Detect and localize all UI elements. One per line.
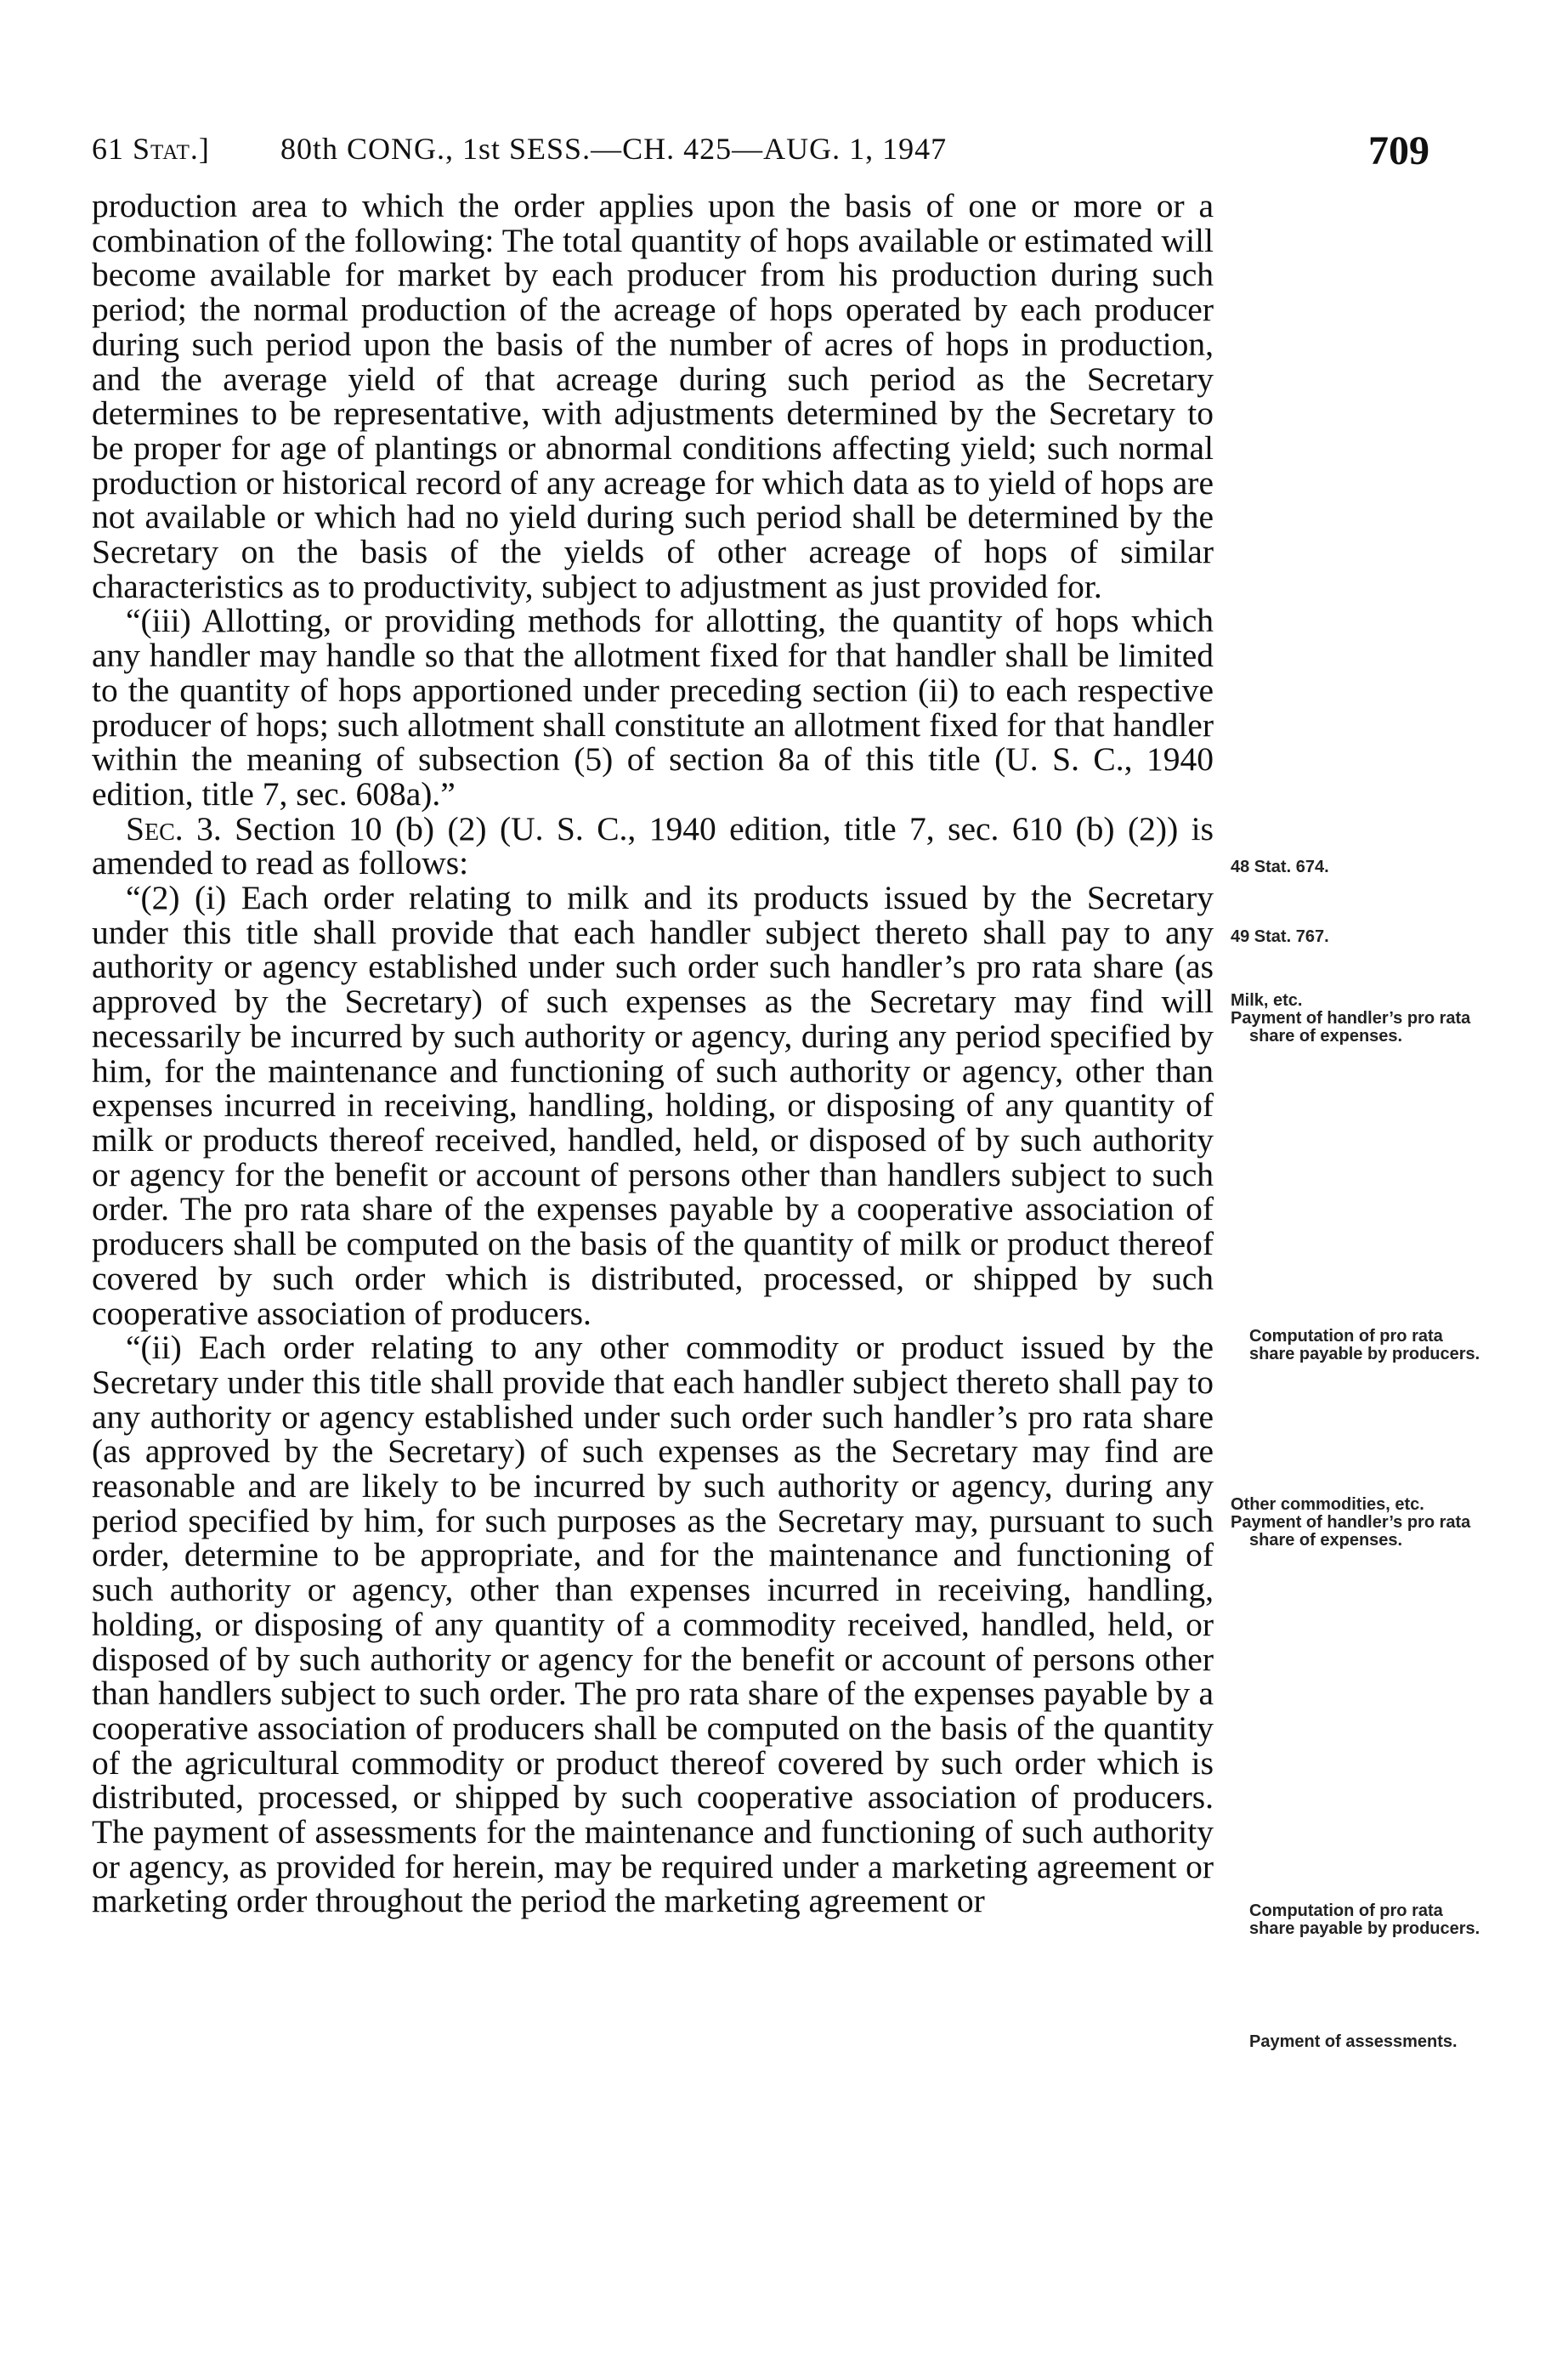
margin-note-other-detail: Payment of handler’s pro rata share of expenses. xyxy=(1231,1513,1471,1550)
volume-citation: 61 Stat.] xyxy=(92,132,210,166)
paragraph-hops-production: production area to which the order applies upon the basis of one or more or a combination of the following: The total quantity of hops available or estimated will become available for market by each producer from his production during such period; the normal production of the acreage of hops operated by each producer during such period upon the basis of the number of acres of hops in production, and the average yield of that acreage during such period as the Secretary determines to be representative, with adjustments determined by the Secretary to be proper for age of plantings or abnormal conditions affecting yield; such normal production or historical record of any acreage for which data as to yield of hops are not available or which had no yield during such period shall be determined by the Secretary on the basis of the yields of other acreage of hops of similar characteristics as to productivity, subject to adjustment as just provided for. xyxy=(92,187,1214,605)
running-head xyxy=(0,128,1568,179)
margin-note-milk xyxy=(1231,992,1486,1046)
margin-note-assessments-text: Payment of assessments. xyxy=(1249,2032,1458,2051)
margin-note-computation-milk-text: Computation of pro rata share payable by producers. xyxy=(1249,1327,1480,1363)
section-label: Sec. xyxy=(126,809,184,847)
paragraph-milk-orders: “(2) (i) Each order relating to milk and its products issued by the Secretary under this title shall provide that each handler subject thereto shall pay to any authority or agency established under such order such handler’s pro rata share (as approved by the Secretary) of such expenses as the Secretary may find will necessarily be incurred by such authority or agency, during any period specified by him, for the maintenance and functioning of such authority or agency, other than expenses incurred in receiving, handling, holding, or disposing of any quantity of milk or products thereof received, handled, held, or disposed of by such authority or agency for the benefit or account of persons other than handlers subject to such order. The pro rata share of the expenses payable by a cooperative association of producers shall be computed on the basis of the quantity of milk or product thereof covered by such order which is distributed, processed, or shipped by such cooperative association of producers. xyxy=(92,879,1214,1332)
margin-note-other-commodities xyxy=(1231,1496,1486,1550)
margin-note-48-stat xyxy=(1231,859,1486,876)
page-number: 709 xyxy=(1368,128,1429,173)
statute-body xyxy=(92,189,1214,1918)
paragraph-section-3 xyxy=(92,809,1214,882)
margin-note-milk-title: Milk, etc. xyxy=(1231,991,1303,1010)
section-3-text: 3. Section 10 (b) (2) (U. S. C., 1940 edition, title 7, sec. 610 (b) (2)) is amended to read as follows: xyxy=(92,809,1214,882)
session-chapter-date: 80th CONG., 1st SESS.—CH. 425—AUG. 1, 1947 xyxy=(280,132,948,166)
margin-note-computation-other xyxy=(1231,1902,1486,1938)
paragraph-allotting: “(iii) Allotting, or providing methods for allotting, the quantity of hops which any handler may handle so that the allotment fixed for that handler shall be limited to the quantity of hops apportioned under preceding section (ii) to each respective producer of hops; such allotment shall constitute an allotment fixed for that handler within the meaning of subsection (5) of section 8a of this title (U. S. C., 1940 edition, title 7, sec. 608a).” xyxy=(92,602,1214,813)
margin-note-49-stat-text: 49 Stat. 767. xyxy=(1231,927,1329,946)
paragraph-other-commodities: “(ii) Each order relating to any other commodity or product issued by the Secretary under this title shall provide that each handler subject thereto shall pay to any authority or agency established under such order such handler’s pro rata share (as approved by the Secretary) of such expenses as the Secretary may find are reasonable and are likely to be incurred by such authority or agency, during any period specified by him, for such purposes as the Secretary may, pursuant to such order, determine to be appropriate, and for the maintenance and functioning of such authority or agency, other than expenses incurred in receiving, handling, holding, or disposing of any quantity of a commodity received, handled, held, or disposed of by such authority or agency for the benefit or account of persons other than handlers subject to such order. The pro rata share of the expenses payable by a cooperative association of producers shall be computed on the basis of the quantity of the agricultural commodity or product thereof covered by such order which is distributed, processed, or shipped by such cooperative association of producers. The payment of assessments for the maintenance and functioning of such authority or agency, as provided for herein, may be required under a marketing agreement or marketing order throughout the period the marketing agreement or xyxy=(92,1329,1214,1920)
margin-note-computation-other-text: Computation of pro rata share payable by producers. xyxy=(1249,1901,1480,1938)
margin-note-other-title: Other commodities, etc. xyxy=(1231,1495,1424,1514)
margin-note-assessments xyxy=(1231,2033,1486,2051)
margin-note-48-stat-text: 48 Stat. 674. xyxy=(1231,858,1329,876)
margin-note-49-stat xyxy=(1231,928,1486,946)
margin-note-computation-milk xyxy=(1231,1328,1486,1363)
margin-note-milk-detail: Payment of handler’s pro rata share of expenses. xyxy=(1231,1009,1471,1046)
